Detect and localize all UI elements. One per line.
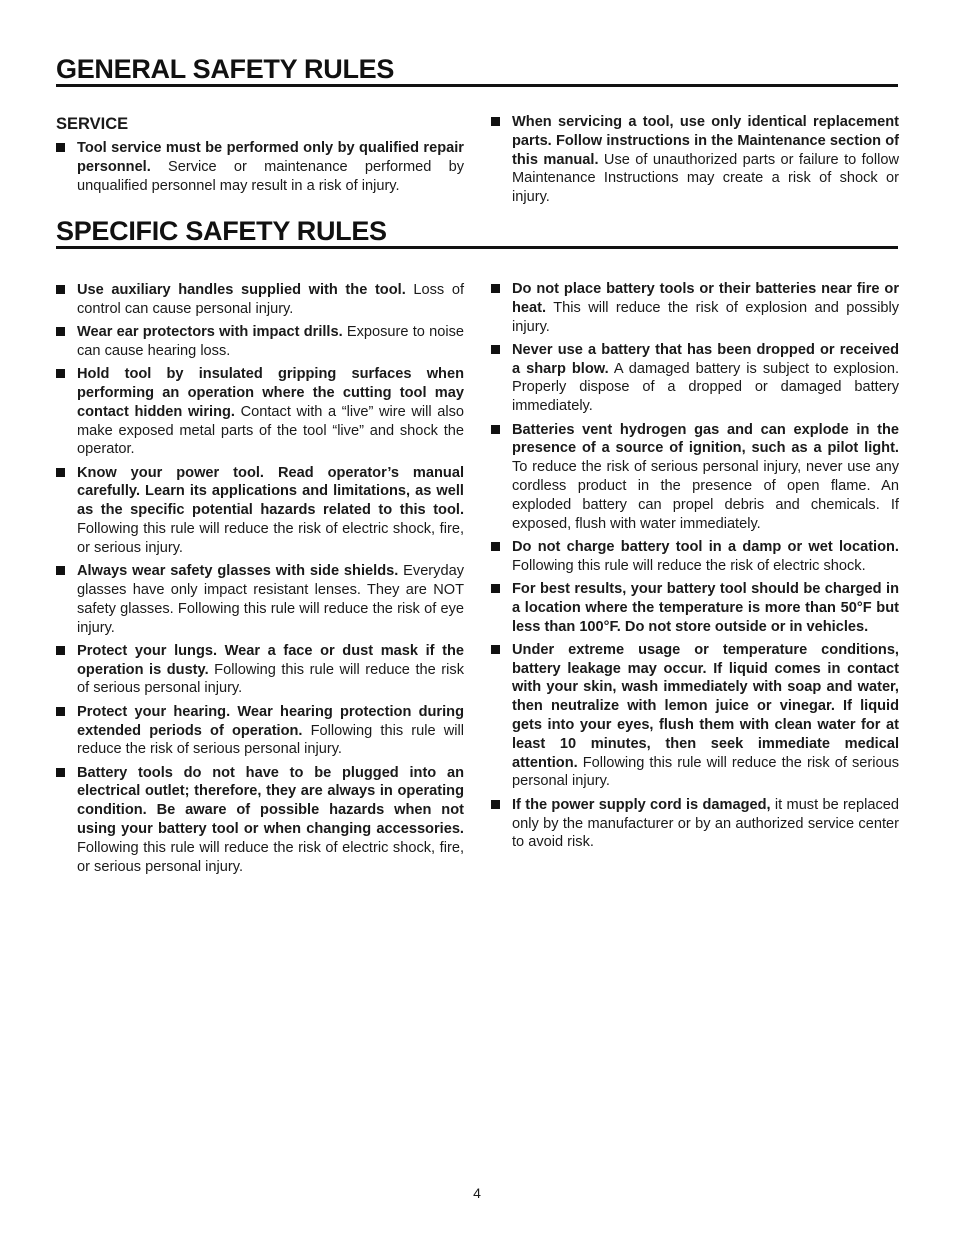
rule-item [491, 538, 899, 576]
service-rules-left-list [56, 139, 464, 195]
rule-bold-text: Protect your hearing. Wear hearing protection during extended periods of operation. [77, 703, 464, 739]
rule-bold-text: Under extreme usage or temperature conditions, battery leakage may occur. If liquid comes in contact with your skin, wash immediately with soap and water, then neutralize with lemon juice or vinegar. If liquid gets into your eyes, flush them with clean water for at least 10 minutes, then seek immediate medical attention. [512, 641, 899, 771]
rule-bold-text: Battery tools do not have to be plugged into an electrical outlet; therefore, they are always in operating condition. Be aware of possible hazards when not using your battery tool or when changing accessories. [77, 764, 464, 838]
rule-item [56, 464, 464, 558]
square-bullet-icon [56, 468, 65, 477]
square-bullet-icon [491, 645, 500, 654]
rule-item [56, 703, 464, 759]
rule-item [491, 580, 899, 636]
rule-body-text: Use of unauthorized parts or failure to follow Maintenance Instructions may create a risk of shock or injury. [512, 151, 899, 206]
square-bullet-icon [491, 284, 500, 293]
rule-item [56, 281, 464, 319]
rule-item [56, 764, 464, 877]
rule-body-text: Following this rule will reduce the risk of electric shock, fire, or serious personal injury. [77, 839, 464, 875]
rule-item [491, 641, 899, 791]
rule-bold-text: Do not place battery tools or their batteries near fire or heat. [512, 281, 899, 316]
rule-bold-text: Batteries vent hydrogen gas and can explode in the presence of a source of ignition, such as a pilot light. [512, 421, 899, 457]
service-subheading: SERVICE [56, 115, 129, 133]
rule-body-text: Everyday glasses have only impact resistant lenses. They are NOT safety glasses. Following this rule will reduce the risk of eye injury. [77, 563, 464, 636]
square-bullet-icon [491, 800, 500, 809]
rule-body-text: Loss of control can cause personal injury. [77, 282, 464, 317]
square-bullet-icon [491, 584, 500, 593]
rule-body-text: Following this rule will reduce the risk of serious personal injury. [512, 754, 899, 790]
rule-body-text: Following this rule will reduce the risk of serious personal injury. [77, 661, 464, 697]
rule-bold-text: Know your power tool. Read operator’s manual carefully. Learn its applications and limitations, as well as the specific potential hazards related to this tool. [77, 464, 464, 519]
service-rules-right-list [491, 113, 899, 207]
square-bullet-icon [56, 768, 65, 777]
rule-bold-text: Always wear safety glasses with side shields. [77, 563, 399, 580]
page-number: 4 [473, 1185, 481, 1201]
rule-item [56, 323, 464, 361]
rule-bold-text: Tool service must be performed only by qualified repair personnel. [77, 140, 464, 175]
square-bullet-icon [56, 707, 65, 716]
square-bullet-icon [491, 117, 500, 126]
rule-bold-text: If the power supply cord is damaged, [512, 796, 771, 813]
square-bullet-icon [491, 345, 500, 354]
square-bullet-icon [56, 646, 65, 655]
rule-body-text: Following this rule will reduce the risk of serious personal injury. [77, 722, 464, 758]
rule-bold-text: Protect your lungs. Wear a face or dust mask if the operation is dusty. [77, 642, 464, 678]
service-section-left [56, 114, 464, 200]
rule-body-text: it must be replaced only by the manufacturer or by an authorized service center to avoid risk. [512, 796, 899, 851]
rule-bold-text: For best results, your battery tool should be charged in a location where the temperature is more than 50°F but less than 100°F. Do not store outside or in vehicles. [512, 580, 899, 635]
rule-item [56, 139, 464, 195]
rule-item [56, 562, 464, 637]
rule-body-text: Following this rule will reduce the risk of electric shock. [512, 557, 866, 574]
specific-safety-rules-heading: SPECIFIC SAFETY RULES [56, 216, 898, 249]
specific-rules-left-list [56, 281, 464, 876]
rule-item [491, 796, 899, 852]
rule-item [56, 642, 464, 698]
rule-bold-text: Use auxiliary handles supplied with the tool. [77, 282, 406, 298]
rule-item [491, 280, 899, 336]
rule-bold-text: Hold tool by insulated gripping surfaces when performing an operation where the cutting tool may contact hidden wiring. [77, 366, 464, 420]
specific-rules-right-list [491, 280, 899, 852]
rule-item [491, 113, 899, 207]
rule-body-text: Contact with a “live” wire will also make exposed metal parts of the tool “live” and shock the operator. [77, 403, 464, 458]
square-bullet-icon [491, 542, 500, 551]
rule-bold-text: Never use a battery that has been dropped or received a sharp blow. [512, 341, 899, 377]
rule-item [56, 365, 464, 459]
specific-rules-right-column [491, 280, 899, 857]
square-bullet-icon [56, 566, 65, 575]
rule-body-text: Exposure to noise can cause hearing loss. [77, 324, 464, 359]
square-bullet-icon [56, 369, 65, 378]
rule-body-text: A damaged battery is subject to explosion. Properly dispose of a dropped or damaged battery immediately. [512, 360, 900, 415]
square-bullet-icon [491, 425, 500, 434]
general-safety-rules-heading: GENERAL SAFETY RULES [56, 54, 898, 87]
rule-body-text: Service or maintenance performed by unqualified personnel may result in a risk of injury. [77, 158, 464, 194]
square-bullet-icon [56, 285, 65, 294]
rule-item [491, 421, 899, 534]
square-bullet-icon [56, 143, 65, 152]
rule-item [491, 341, 899, 416]
rule-body-text: This will reduce the risk of explosion and possibly injury. [512, 299, 899, 335]
rule-bold-text: Wear ear protectors with impact drills. [77, 324, 343, 341]
rule-bold-text: Do not charge battery tool in a damp or wet location. [512, 538, 899, 555]
service-section-right [491, 113, 899, 211]
square-bullet-icon [56, 327, 65, 336]
rule-body-text: To reduce the risk of serious personal injury, never use any cordless product in the presence of open flame. An exploded battery can propel debris and chemicals. If exposed, flush with water immediately. [512, 459, 899, 532]
specific-rules-left-column [56, 281, 464, 881]
rule-body-text: Following this rule will reduce the risk of electric shock, fire, or serious injury. [77, 521, 464, 556]
rule-bold-text: When servicing a tool, use only identical replacement parts. Follow instructions in the Maintenance section of this manual. [512, 114, 899, 168]
